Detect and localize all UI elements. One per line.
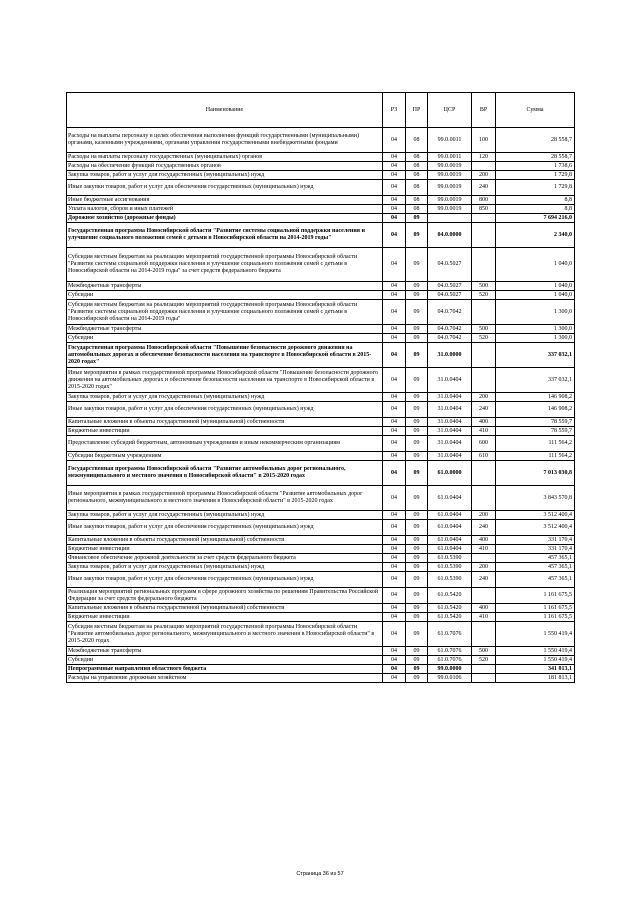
cell-sum: 181 813,1 — [496, 674, 575, 683]
cell-vr — [472, 162, 496, 171]
table-row — [67, 520, 575, 536]
cell-csr: 61.0.0404 — [428, 511, 472, 520]
cell-csr: 61.0.0404 — [428, 536, 472, 545]
cell-name: Дорожное хозяйство (дорожные фонды) — [67, 214, 383, 223]
cell-rz: 04 — [383, 214, 406, 223]
cell-name: Иные закупки товаров, работ и услуг для обеспечения государственных (муниципальных) нужд — [67, 520, 383, 536]
cell-name: Закупка товаров, работ и услуг для государственных (муниципальных) нужд — [67, 393, 383, 402]
cell-pr: 09 — [406, 300, 428, 325]
cell-pr: 09 — [406, 427, 428, 436]
table-row — [67, 588, 575, 604]
cell-name: Расходы на обеспечение функций государственных органов — [67, 162, 383, 171]
cell-sum: 1 040,0 — [496, 291, 575, 300]
cell-sum: 1 550 419,4 — [496, 622, 575, 647]
cell-name: Субсидии — [67, 656, 383, 665]
cell-vr: 610 — [472, 452, 496, 461]
cell-pr: 08 — [406, 180, 428, 196]
cell-csr: 04.0.5027 — [428, 248, 472, 282]
cell-name: Субсидии — [67, 334, 383, 343]
cell-name: Бюджетные инвестиции — [67, 613, 383, 622]
table-row — [67, 452, 575, 461]
cell-sum: 1 300,0 — [496, 325, 575, 334]
cell-sum: 331 170,4 — [496, 545, 575, 554]
cell-rz: 04 — [383, 393, 406, 402]
cell-csr: 61.0.5420 — [428, 588, 472, 604]
cell-vr — [472, 486, 496, 511]
cell-csr: 99.0.0011 — [428, 153, 472, 162]
cell-vr — [472, 461, 496, 486]
table-row — [67, 486, 575, 511]
cell-rz: 04 — [383, 452, 406, 461]
cell-pr: 08 — [406, 162, 428, 171]
cell-csr: 61.0.0000 — [428, 461, 472, 486]
cell-pr: 09 — [406, 343, 428, 368]
cell-sum: 3 512 400,4 — [496, 520, 575, 536]
table-row — [67, 604, 575, 613]
table-row — [67, 656, 575, 665]
cell-rz: 04 — [383, 325, 406, 334]
cell-sum: 457 365,1 — [496, 572, 575, 588]
cell-csr: 31.0.0404 — [428, 368, 472, 393]
cell-csr: 61.0.0404 — [428, 545, 472, 554]
header-sum: Сумма — [496, 93, 575, 128]
cell-sum: 1 738,6 — [496, 162, 575, 171]
cell-vr: 600 — [472, 436, 496, 452]
table-row — [67, 511, 575, 520]
cell-vr: 400 — [472, 604, 496, 613]
cell-csr: 31.0.0404 — [428, 393, 472, 402]
cell-pr: 09 — [406, 545, 428, 554]
cell-vr: 850 — [472, 205, 496, 214]
cell-pr: 09 — [406, 563, 428, 572]
cell-pr: 09 — [406, 520, 428, 536]
cell-rz: 04 — [383, 572, 406, 588]
cell-pr: 09 — [406, 334, 428, 343]
cell-pr: 09 — [406, 282, 428, 291]
cell-pr: 09 — [406, 613, 428, 622]
cell-vr — [472, 674, 496, 683]
cell-sum: 7 013 030,8 — [496, 461, 575, 486]
cell-name: Капитальные вложения в объекты государственной (муниципальной) собственности — [67, 418, 383, 427]
cell-vr: 410 — [472, 427, 496, 436]
cell-sum: 1 550 419,4 — [496, 656, 575, 665]
cell-vr: 500 — [472, 325, 496, 334]
cell-sum: 7 694 216,0 — [496, 214, 575, 223]
cell-sum: 1 300,0 — [496, 334, 575, 343]
table-row — [67, 665, 575, 674]
header-vr: ВР — [472, 93, 496, 128]
cell-csr: 99.0.0019 — [428, 171, 472, 180]
header-name: Наименование — [67, 93, 383, 128]
cell-sum: 1 040,0 — [496, 282, 575, 291]
cell-rz: 04 — [383, 418, 406, 427]
header-pr: ПР — [406, 93, 428, 128]
cell-pr: 09 — [406, 647, 428, 656]
table-row — [67, 418, 575, 427]
cell-pr: 09 — [406, 436, 428, 452]
cell-csr: 61.0.0404 — [428, 520, 472, 536]
cell-sum: 1 729,8 — [496, 180, 575, 196]
cell-rz: 04 — [383, 282, 406, 291]
cell-rz: 04 — [383, 604, 406, 613]
cell-pr: 09 — [406, 223, 428, 248]
cell-csr: 61.0.0404 — [428, 486, 472, 511]
cell-sum: 1 040,0 — [496, 248, 575, 282]
cell-name: Иные закупки товаров, работ и услуг для обеспечения государственных (муниципальных) нужд — [67, 402, 383, 418]
cell-pr: 09 — [406, 248, 428, 282]
cell-pr: 09 — [406, 291, 428, 300]
table-row — [67, 325, 575, 334]
cell-csr: 04.0.5027 — [428, 282, 472, 291]
cell-sum: 341 813,1 — [496, 665, 575, 674]
cell-name: Финансовое обеспечение дорожной деятельности за счет средств федерального бюджета — [67, 554, 383, 563]
table-row — [67, 334, 575, 343]
cell-vr: 400 — [472, 418, 496, 427]
cell-rz: 04 — [383, 223, 406, 248]
table-body — [67, 128, 575, 683]
header-csr: ЦСР — [428, 93, 472, 128]
cell-pr: 09 — [406, 402, 428, 418]
cell-vr: 200 — [472, 171, 496, 180]
cell-csr: 99.0.0106 — [428, 674, 472, 683]
cell-name: Государственная программа Новосибирской области "Развитие системы социальной поддержки населения и улучшение социального положения семей с детьми в Новосибирской области на 2014-2019 годы" — [67, 223, 383, 248]
cell-name: Межбюджетные трансферты — [67, 647, 383, 656]
cell-name: Государственная программа Новосибирской области "Развитие автомобильных дорог регионального, межмуниципального и местного значения в Новосибирской области" в 2015-2020 годах — [67, 461, 383, 486]
cell-vr: 520 — [472, 291, 496, 300]
table-row — [67, 282, 575, 291]
cell-name: Межбюджетные трансферты — [67, 325, 383, 334]
cell-csr: 61.0.7076 — [428, 622, 472, 647]
cell-rz: 04 — [383, 656, 406, 665]
cell-csr: 99.0.0019 — [428, 162, 472, 171]
cell-vr: 520 — [472, 656, 496, 665]
cell-name: Непрограммные направления областного бюджета — [67, 665, 383, 674]
cell-csr: 31.0.0404 — [428, 402, 472, 418]
cell-rz: 04 — [383, 128, 406, 153]
cell-rz: 04 — [383, 536, 406, 545]
cell-sum: 337 032,1 — [496, 343, 575, 368]
cell-sum: 1 161 675,5 — [496, 588, 575, 604]
cell-rz: 04 — [383, 343, 406, 368]
cell-vr: 410 — [472, 613, 496, 622]
cell-name: Бюджетные инвестиции — [67, 427, 383, 436]
cell-vr — [472, 368, 496, 393]
cell-rz: 04 — [383, 647, 406, 656]
cell-name: Расходы на выплаты персоналу в целях обеспечения выполнения функций государственными (муниципальными) органами, казенными учреждениями, органами управления государственными внебюджетными фондами — [67, 128, 383, 153]
cell-rz: 04 — [383, 162, 406, 171]
cell-pr: 09 — [406, 418, 428, 427]
cell-name: Субсидия местным бюджетам на реализацию мероприятий государственной программы Новосибирской области "Развитие автомобильных дорог регионального, межмуниципального и местного значения в Новосибирской области" в 2015-2020 годах — [67, 622, 383, 647]
cell-rz: 04 — [383, 665, 406, 674]
cell-sum: 1 729,8 — [496, 171, 575, 180]
cell-vr: 500 — [472, 282, 496, 291]
cell-sum: 1 161 675,5 — [496, 613, 575, 622]
cell-pr: 08 — [406, 128, 428, 153]
cell-sum: 8,8 — [496, 205, 575, 214]
cell-pr: 09 — [406, 588, 428, 604]
cell-vr — [472, 300, 496, 325]
table-row — [67, 223, 575, 248]
cell-name: Закупка товаров, работ и услуг для государственных (муниципальных) нужд — [67, 563, 383, 572]
table-row — [67, 563, 575, 572]
table-row — [67, 436, 575, 452]
cell-vr: 240 — [472, 520, 496, 536]
cell-sum: 8,8 — [496, 196, 575, 205]
cell-csr: 31.0.0000 — [428, 343, 472, 368]
cell-name: Иные закупки товаров, работ и услуг для обеспечения государственных (муниципальных) нужд — [67, 572, 383, 588]
cell-vr: 800 — [472, 196, 496, 205]
table-row — [67, 613, 575, 622]
cell-pr: 09 — [406, 554, 428, 563]
cell-csr — [428, 214, 472, 223]
cell-name: Бюджетные инвестиции — [67, 545, 383, 554]
cell-pr: 08 — [406, 196, 428, 205]
cell-name: Уплата налогов, сборов и иных платежей — [67, 205, 383, 214]
cell-pr: 09 — [406, 674, 428, 683]
cell-pr: 09 — [406, 486, 428, 511]
table-row — [67, 461, 575, 486]
cell-vr: 520 — [472, 334, 496, 343]
table-row — [67, 368, 575, 393]
cell-sum: 1 161 675,5 — [496, 604, 575, 613]
cell-csr: 31.0.0404 — [428, 418, 472, 427]
cell-vr — [472, 588, 496, 604]
cell-name: Субсидии — [67, 291, 383, 300]
table-row — [67, 205, 575, 214]
cell-vr — [472, 343, 496, 368]
cell-rz: 04 — [383, 588, 406, 604]
cell-pr: 09 — [406, 665, 428, 674]
cell-name: Капитальные вложения в объекты государственной (муниципальной) собственности — [67, 536, 383, 545]
table-row — [67, 248, 575, 282]
table-row — [67, 180, 575, 196]
cell-csr: 31.0.0404 — [428, 452, 472, 461]
cell-csr: 99.0.0000 — [428, 665, 472, 674]
cell-rz: 04 — [383, 402, 406, 418]
cell-sum: 2 340,0 — [496, 223, 575, 248]
cell-pr: 09 — [406, 656, 428, 665]
cell-sum: 457 365,1 — [496, 554, 575, 563]
cell-sum: 78 559,7 — [496, 427, 575, 436]
table-row — [67, 171, 575, 180]
header-rz: РЗ — [383, 93, 406, 128]
cell-name: Капитальные вложения в объекты государственной (муниципальной) собственности — [67, 604, 383, 613]
cell-name: Государственная программа Новосибирской области "Повышение безопасности дорожного движения на автомобильных дорогах и обеспечение безопасности населения на транспорте в Новосибирской области в 2015-2020 годах" — [67, 343, 383, 368]
table-row — [67, 300, 575, 325]
cell-csr: 99.0.0019 — [428, 180, 472, 196]
cell-rz: 04 — [383, 368, 406, 393]
cell-rz: 04 — [383, 334, 406, 343]
cell-rz: 04 — [383, 153, 406, 162]
budget-table — [66, 92, 575, 683]
cell-pr: 08 — [406, 171, 428, 180]
cell-rz: 04 — [383, 427, 406, 436]
cell-rz: 04 — [383, 461, 406, 486]
cell-rz: 04 — [383, 291, 406, 300]
cell-rz: 04 — [383, 486, 406, 511]
cell-sum: 146 908,2 — [496, 393, 575, 402]
table-row — [67, 536, 575, 545]
cell-vr: 400 — [472, 536, 496, 545]
cell-name: Межбюджетные трансферты — [67, 282, 383, 291]
cell-vr: 200 — [472, 393, 496, 402]
cell-csr: 99.0.0019 — [428, 205, 472, 214]
cell-pr: 09 — [406, 214, 428, 223]
table-row — [67, 622, 575, 647]
cell-csr: 61.0.5390 — [428, 563, 472, 572]
cell-vr: 240 — [472, 572, 496, 588]
cell-sum: 1 300,0 — [496, 300, 575, 325]
cell-name: Иные закупки товаров, работ и услуг для обеспечения государственных (муниципальных) нужд — [67, 180, 383, 196]
cell-vr — [472, 223, 496, 248]
table-row — [67, 291, 575, 300]
cell-csr: 31.0.0404 — [428, 427, 472, 436]
cell-pr: 09 — [406, 325, 428, 334]
table-row — [67, 128, 575, 153]
cell-rz: 04 — [383, 563, 406, 572]
cell-rz: 04 — [383, 613, 406, 622]
table-row — [67, 674, 575, 683]
cell-pr: 09 — [406, 393, 428, 402]
cell-name: Расходы на управление дорожным хозяйством — [67, 674, 383, 683]
cell-sum: 28 558,7 — [496, 153, 575, 162]
table-row — [67, 402, 575, 418]
table-row — [67, 427, 575, 436]
cell-sum: 111 564,2 — [496, 452, 575, 461]
cell-rz: 04 — [383, 196, 406, 205]
cell-csr: 61.0.7076 — [428, 656, 472, 665]
cell-name: Субсидия местным бюджетам на реализацию мероприятий государственной программы Новосибирской области "Развитие системы социальной поддержки населения и улучшение социального положения семей с детьми в Новосибирской области на 2014-2019 годы" — [67, 300, 383, 325]
cell-name: Расходы на выплаты персоналу государственных (муниципальных) органов — [67, 153, 383, 162]
cell-rz: 04 — [383, 436, 406, 452]
cell-sum: 337 032,1 — [496, 368, 575, 393]
cell-pr: 09 — [406, 536, 428, 545]
cell-rz: 04 — [383, 622, 406, 647]
table-row — [67, 647, 575, 656]
cell-csr: 61.0.5390 — [428, 554, 472, 563]
cell-rz: 04 — [383, 180, 406, 196]
cell-csr: 04.0.5027 — [428, 291, 472, 300]
cell-name: Субсидия местным бюджетам на реализацию мероприятий государственной программы Новосибирской области "Развитие системы социальной поддержки населения и улучшение социального положения семей с детьми в Новосибирской области на 2014-2019 годы" за счет средств федерального бюджета — [67, 248, 383, 282]
cell-csr: 99.0.0019 — [428, 196, 472, 205]
cell-rz: 04 — [383, 554, 406, 563]
cell-sum: 331 170,4 — [496, 536, 575, 545]
cell-sum: 3 512 400,4 — [496, 511, 575, 520]
cell-csr: 04.0.7042 — [428, 325, 472, 334]
cell-pr: 09 — [406, 461, 428, 486]
cell-rz: 04 — [383, 300, 406, 325]
cell-csr: 61.0.7076 — [428, 647, 472, 656]
cell-rz: 04 — [383, 674, 406, 683]
cell-name: Закупка товаров, работ и услуг для государственных (муниципальных) нужд — [67, 511, 383, 520]
table-row — [67, 572, 575, 588]
cell-name: Иные бюджетные ассигнования — [67, 196, 383, 205]
cell-vr: 240 — [472, 180, 496, 196]
cell-name: Закупка товаров, работ и услуг для государственных (муниципальных) нужд — [67, 171, 383, 180]
cell-vr: 100 — [472, 128, 496, 153]
cell-csr: 99.0.0011 — [428, 128, 472, 153]
cell-sum: 146 908,2 — [496, 402, 575, 418]
table-row — [67, 545, 575, 554]
cell-name: Субсидии бюджетным учреждениям — [67, 452, 383, 461]
cell-rz: 04 — [383, 520, 406, 536]
cell-vr: 410 — [472, 545, 496, 554]
table-row — [67, 343, 575, 368]
cell-csr: 04.0.7042 — [428, 300, 472, 325]
cell-pr: 08 — [406, 153, 428, 162]
cell-name: Иные мероприятия в рамках государственной программы Новосибирской области "Повышение безопасности дорожного движения на автомобильных дорогах и обеспечение безопасности населения на транспорте в Новосибирской области в 2015-2020 годах" — [67, 368, 383, 393]
cell-vr — [472, 554, 496, 563]
cell-pr: 08 — [406, 205, 428, 214]
cell-vr — [472, 248, 496, 282]
cell-vr: 500 — [472, 647, 496, 656]
cell-sum: 1 550 419,4 — [496, 647, 575, 656]
cell-csr: 31.0.0404 — [428, 436, 472, 452]
cell-vr — [472, 622, 496, 647]
cell-rz: 04 — [383, 171, 406, 180]
table-row — [67, 153, 575, 162]
cell-vr — [472, 214, 496, 223]
cell-rz: 04 — [383, 248, 406, 282]
cell-pr: 09 — [406, 452, 428, 461]
cell-rz: 04 — [383, 511, 406, 520]
cell-vr: 120 — [472, 153, 496, 162]
table-row — [67, 214, 575, 223]
cell-sum: 28 558,7 — [496, 128, 575, 153]
table-row — [67, 393, 575, 402]
cell-sum: 78 559,7 — [496, 418, 575, 427]
cell-sum: 457 365,1 — [496, 563, 575, 572]
table-header-row — [67, 93, 575, 128]
table-row — [67, 162, 575, 171]
cell-vr: 240 — [472, 402, 496, 418]
cell-rz: 04 — [383, 545, 406, 554]
cell-pr: 09 — [406, 368, 428, 393]
cell-name: Предоставление субсидий бюджетным, автономным учреждениям и иным некоммерческим организациям — [67, 436, 383, 452]
cell-vr: 200 — [472, 563, 496, 572]
cell-vr: 200 — [472, 511, 496, 520]
cell-name: Реализация мероприятий региональных программ в сфере дорожного хозяйства по решениям Правительства Российской Федерации за счет средств федерального бюджета — [67, 588, 383, 604]
cell-csr: 61.0.5390 — [428, 572, 472, 588]
cell-csr: 61.0.5420 — [428, 613, 472, 622]
page-footer: Страница 36 из 57 — [296, 871, 344, 877]
cell-pr: 09 — [406, 511, 428, 520]
cell-sum: 3 843 570,8 — [496, 486, 575, 511]
cell-csr: 61.0.5420 — [428, 604, 472, 613]
cell-pr: 09 — [406, 572, 428, 588]
cell-pr: 09 — [406, 604, 428, 613]
cell-pr: 09 — [406, 622, 428, 647]
cell-sum: 111 564,2 — [496, 436, 575, 452]
table-row — [67, 196, 575, 205]
cell-csr: 04.0.7042 — [428, 334, 472, 343]
cell-vr — [472, 665, 496, 674]
table-row — [67, 554, 575, 563]
cell-csr: 04.0.0000 — [428, 223, 472, 248]
cell-name: Иные мероприятия в рамках государственной программы Новосибирской области "Развитие автомобильных дорог регионального, межмуниципального и местного значения в Новосибирской области" в 2015-2020 годах — [67, 486, 383, 511]
cell-rz: 04 — [383, 205, 406, 214]
